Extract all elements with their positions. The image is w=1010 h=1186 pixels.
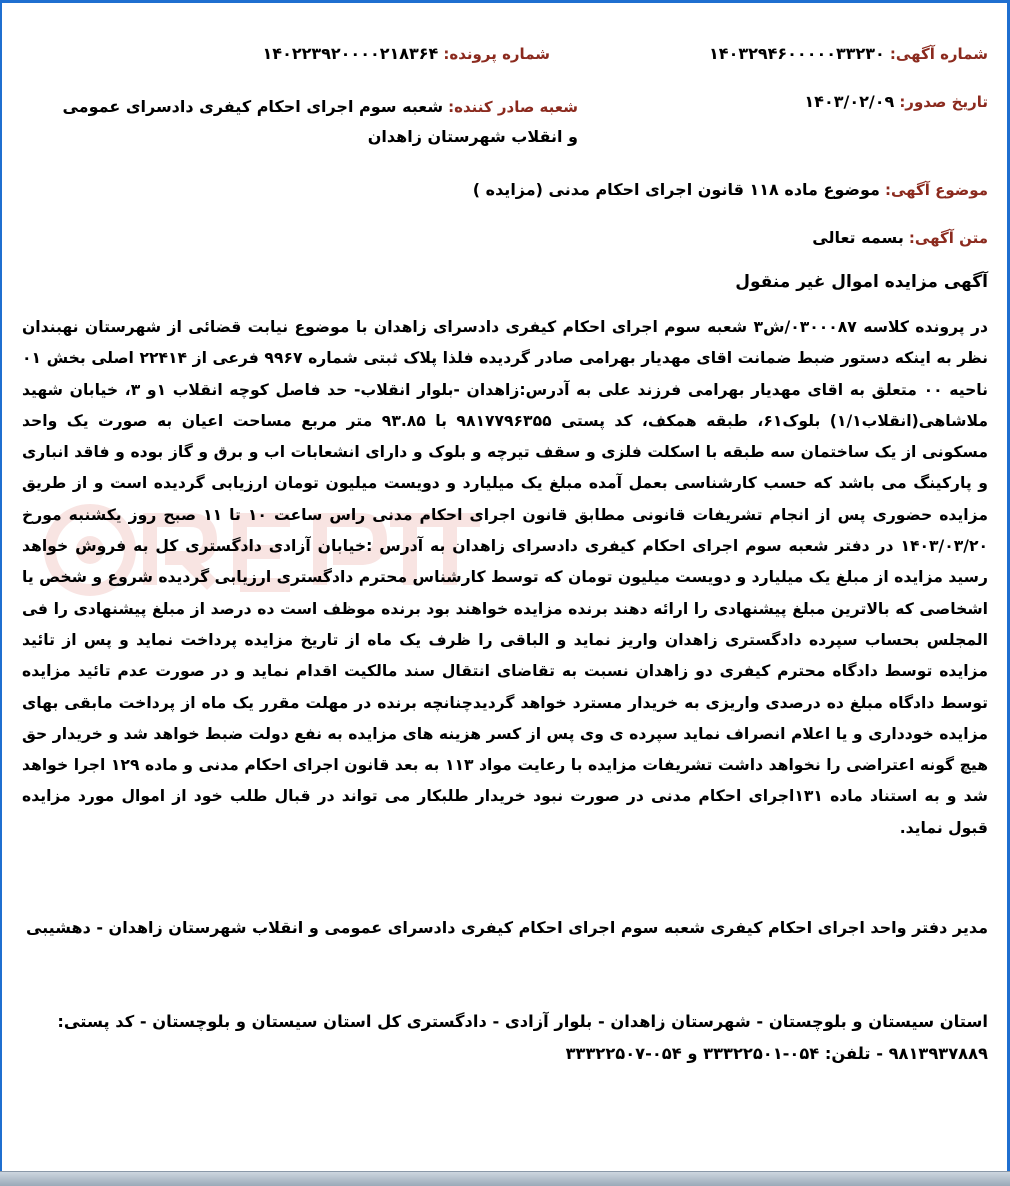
notice-number: ۱۴۰۳۲۹۴۶۰۰۰۰۰۳۳۲۳۰ — [709, 44, 885, 63]
notice-number-label: شماره آگهی: — [889, 45, 988, 63]
signature-line: مدیر دفتر واحد اجرای احکام کیفری شعبه سوم اجرای احکام کیفری دادسرای عمومی و انقلاب شهرستان زاهدان - دهشیبی — [25, 918, 988, 937]
issuer: شعبه سوم اجرای احکام کیفری دادسرای عمومی و انقلاب شهرستان زاهدان — [62, 97, 578, 146]
case-number: ۱۴۰۲۲۳۹۲۰۰۰۰۲۱۸۳۶۴ — [262, 44, 439, 63]
notice-heading: آگهی مزایده اموال غیر منقول — [735, 272, 988, 292]
case-number-row — [263, 44, 550, 63]
issue-date-label: تاریخ صدور: — [899, 93, 988, 111]
window-bottom-bar — [0, 1171, 1010, 1186]
issuer-label: شعبه صادر کننده: — [448, 98, 578, 116]
subject-row — [473, 180, 988, 199]
issue-date: ۱۴۰۳/۰۲/۰۹ — [804, 92, 895, 111]
subject: موضوع ماده ۱۱۸ قانون اجرای احکام مدنی (مزایده ) — [472, 180, 880, 199]
case-number-label: شماره پرونده: — [443, 45, 550, 63]
notice-text-label: متن آگهی: — [908, 229, 988, 247]
issuer-row — [58, 92, 578, 152]
notice-number-row — [709, 44, 988, 63]
notice-text-opening: بسمه تعالی — [812, 228, 904, 247]
subject-label: موضوع آگهی: — [884, 181, 988, 199]
address-block: استان سیستان و بلوچستان - شهرستان زاهدان - بلوار آزادی - دادگستری کل استان سیستان و بلوچستان - کد پستی: ۹۸۱۳۹۳۷۸۸۹ - تلفن: ۰۵۴-۳۳۳۲۲۵۰۱ و ۰۵۴-۳۳۳۲۲۵۰۷ — [57, 1012, 988, 1063]
issue-date-row — [804, 92, 988, 111]
notice-body: در پرونده کلاسه ۰۳۰۰۰۸۷/ش۳ شعبه سوم اجرای احکام کیفری دادسرای زاهدان با موضوع نیابت قضائی از شهرستان نهبندان نظر به اینکه دستور ضبط ضمانت اقای مهدیار بهرامی صادر گردیده فلذا پلاک ثبتی شماره ۹۹۶۷ فرعی از ۲۲۴۱۴ اصلی بخش ۰۱ ناحیه ۰۰ متعلق به اقای مهدیار بهرامی فرزند علی به آدرس:زاهدان -بلوار انقلاب- حد فاصل کوچه انقلاب ۱و ۳، خیابان شهید ملاشاهی(انقلاب۱/۱) بلوک۶۱، طبقه همکف، کد پستی ۹۸۱۷۷۹۶۳۵۵ با ۹۳.۸۵ متر مربع مساحت اعیان به صورت یک واحد مسکونی از یک ساختمان سه طبقه با اسکلت فلزی و سقف تیرچه و بلوک و دارای انشعابات اب و برق و گاز بوده و فاقد انباری و پارکینگ می باشد که حسب کارشناسی بعمل آمده مبلغ یک میلیارد و دویست میلیون تومان ارزیابی گردیده است و از طریق مزایده حضوری پس از انجام تشریفات قانونی مطابق قانون اجرای احکام مدنی راس ساعت ۱۰ تا ۱۱ صبح روز یکشنبه مورخ ۱۴۰۳/۰۳/۲۰ در دفتر شعبه سوم اجرای احکام کیفری دادسرای زاهدان به آدرس :خیابان آزادی دادگستری کل به فروش خواهد رسید مزایده از مبلغ یک میلیارد و دویست میلیون تومان که توسط کارشناس محترم دادگستری ارزیابی گردیده شروع و شخص یا اشخاصی که بالاترین مبلغ پیشنهادی را ارائه دهند برنده مزایده خواهند بود برنده موظف است ده درصد از مبلغ پیشنهادی را فی المجلس بحساب سپرده دادگستری زاهدان واریز نماید و الباقی را ظرف یک ماه از تاریخ مزایده پرداخت نماید و پس از تائید مزایده توسط دادگاه محترم کیفری دو زاهدان نسبت به تقاضای انتقال سند مالکیت اقدام نماید و در صورت عدم تائید مزایده توسط دادگاه مبلغ ده درصدی واریزی به خریدار مسترد خواهد گردیدچنانچه برنده در مهلت مقرر یک ماه از پرداخت مابقی بهای مزایده خودداری و یا اعلام انصراف نماید سپرده ی وی پس از کسر هزینه های مزایده به نفع دولت ضبط خواهد شد و خریدار حق هیچ گونه اعتراضی را نخواهد داشت تشریفات مزایده با رعایت مواد ۱۱۳ به بعد قانون اجرای احکام مدنی و ماده ۱۲۹ اجرا خواهد شد و به استناد ماده ۱۳۱اجرای احکام مدنی در صورت نبود خریدار طلبکار می تواند در قبال طلب خود از اموال مورد مزایده قبول نماید. — [21, 318, 989, 837]
notice-text-row — [812, 228, 988, 247]
